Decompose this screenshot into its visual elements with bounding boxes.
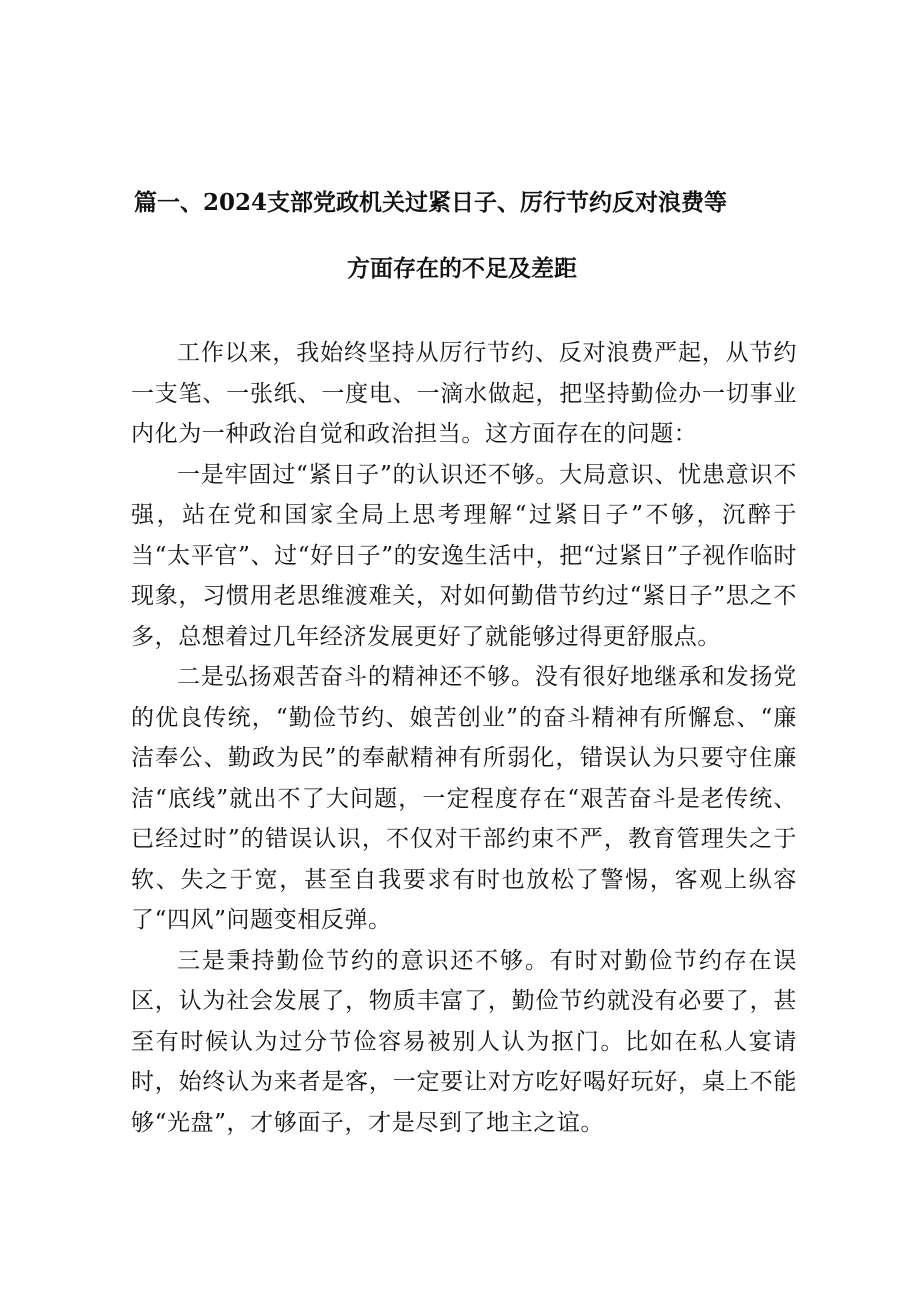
paragraph-point-two: 二是弘扬艰苦奋斗的精神还不够。没有很好地继承和发扬党的优良传统，“勤俭节约、娘苦创业”的奋斗精神有所懈怠、“廉洁奉公、勤政为民”的奉献精神有所弱化，错误认为只要守住廉洁“底线”就出不了大问题，一定程度存在“艰苦奋斗是老传统、已经过时”的错误认识，不仅对干部约束不严，教育管理失之于软、失之于宽，甚至自我要求有时也放松了警惕，客观上纵容了“四风”问题变相反弹。 <box>131 664 797 933</box>
paragraph-intro: 工作以来，我始终坚持从厉行节约、反对浪费严起，从节约一支笔、一张纸、一度电、一滴水做起，把坚持勤俭办一切事业内化为一种政治自觉和政治担当。这方面存在的问题： <box>131 340 797 447</box>
title-line-2: 方面存在的不足及差距 <box>347 255 577 282</box>
title-line-1: 篇一、2024支部党政机关过紧日子、厉行节约反对浪费等 <box>134 189 728 216</box>
document-title <box>134 170 794 302</box>
document-body <box>131 333 797 1143</box>
paragraph-point-one: 一是牢固过“紧日子”的认识还不够。大局意识、忧患意识不强，站在党和国家全局上思考理解“过紧日子”不够，沉醉于当“太平官”、过“好日子”的安逸生活中，把“过紧日”子视作临时现象，习惯用老思维渡难关，对如何勤借节约过“紧日子”思之不多，总想着过几年经济发展更好了就能够过得更舒服点。 <box>131 461 797 650</box>
paragraph-point-three: 三是秉持勤俭节约的意识还不够。有时对勤俭节约存在误区，认为社会发展了，物质丰富了，勤俭节约就没有必要了，甚至有时候认为过分节俭容易被别人认为抠门。比如在私人宴请时，始终认为来者是客，一定要让对方吃好喝好玩好，桌上不能够“光盘”，才够面子，才是尽到了地主之谊。 <box>131 947 797 1136</box>
